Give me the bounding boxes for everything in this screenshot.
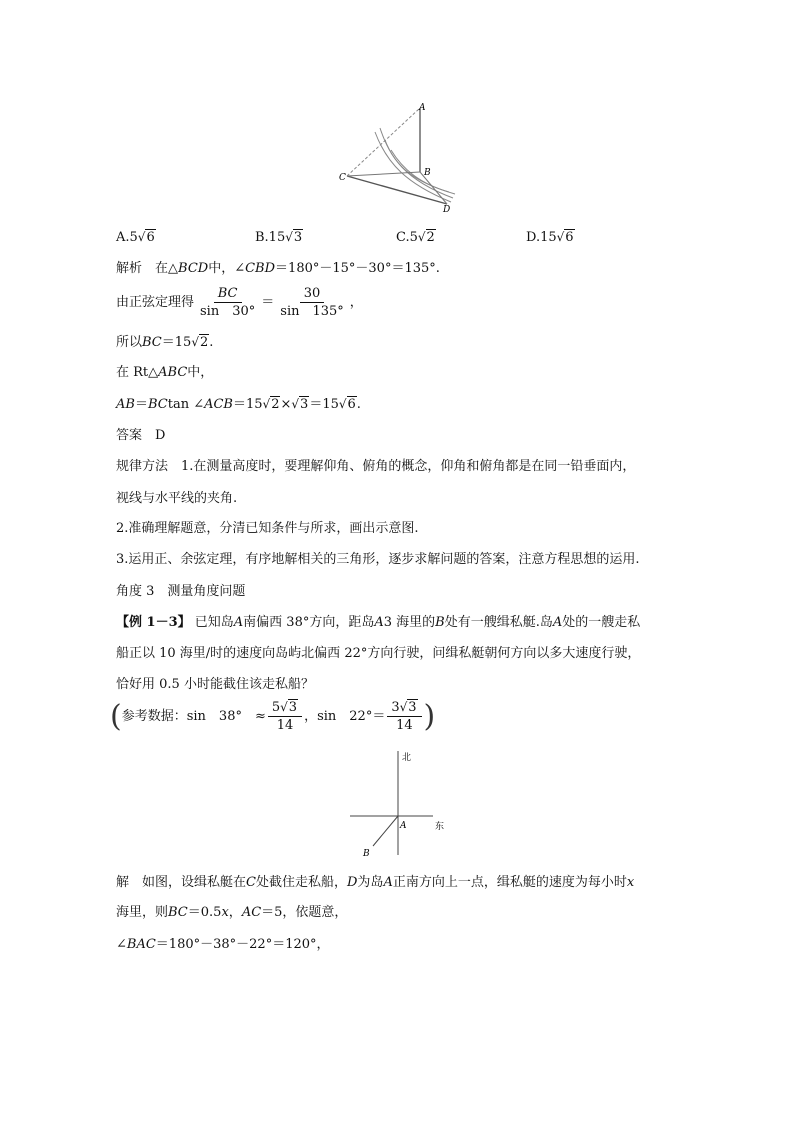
fraction-30-sin135: $\frac{30}{\sin 135^\circ}$ bbox=[280, 286, 344, 319]
rules-line-1: 规律方法 1.在测量高度时，要理解仰角、俯角的概念，仰角和俯角都是在同一铅垂面内， bbox=[116, 459, 636, 474]
label-b-fig2: B bbox=[363, 849, 370, 859]
analysis-line-5: AB＝BCtan ∠ACB＝15√2×√3＝15√6. bbox=[116, 397, 361, 412]
solution-line-1: 解 如图，设缉私艇在C处截住走私船，D为岛A正南方向上一点，缉私艇的速度为每小时x bbox=[116, 875, 635, 890]
label-a: A bbox=[419, 103, 426, 113]
rules-line-4: 3.运用正、余弦定理，有序地解相关的三角形，逐步求解问题的答案，注意方程思想的运用. bbox=[116, 552, 640, 567]
analysis-line-4: 在 Rt△ABC中， bbox=[116, 365, 214, 380]
label-b: B bbox=[424, 168, 431, 178]
label-a-fig2: A bbox=[400, 821, 407, 831]
example-line-1: 【例 1－3】 已知岛A南偏西 38°方向，距岛A3 海里的B处有一艘缉私艇.岛A处的一艘走私 bbox=[116, 615, 641, 630]
example-tag: 【例 1－3】 bbox=[116, 615, 191, 630]
analysis-line-1: 解析 在△BCD中，∠CBD＝180°－15°－30°＝135°. bbox=[116, 261, 440, 276]
triangle-figure bbox=[335, 98, 465, 216]
option-a: A.5√6 bbox=[116, 230, 155, 245]
reference-data: ( 参考数据：sin 38° ≈ $\frac{5√3}{14}$ ，sin 22°＝ $\frac{3√3}{14}$ ) bbox=[110, 698, 436, 734]
fraction-bc-sin30: $\frac{BC}{\sin 30^\circ}$ bbox=[200, 286, 256, 319]
fraction-3root3-14: $\frac{3√3}{14}$ bbox=[387, 700, 421, 733]
option-c: C.5√2 bbox=[396, 230, 435, 245]
analysis-line-2: 由正弦定理得 $\frac{BC}{\sin 30^\circ}$ ＝ $\frac{30}{\sin 135^\circ}$ ， bbox=[116, 286, 363, 319]
label-c: C bbox=[339, 173, 346, 183]
analysis-line-3: 所以BC＝15√2. bbox=[116, 335, 214, 350]
label-east: 东 bbox=[435, 822, 445, 832]
option-d: D.15√6 bbox=[526, 230, 574, 245]
solution-line-2: 海里，则BC＝0.5x，AC＝5，依题意， bbox=[116, 905, 348, 920]
rules-line-3: 2.准确理解题意，分清已知条件与所求，画出示意图. bbox=[116, 521, 419, 536]
solution-line-3: ∠BAC＝180°－38°－22°＝120°， bbox=[116, 937, 330, 952]
section-title: 角度 3 测量角度问题 bbox=[116, 584, 246, 599]
option-b: B.15√3 bbox=[255, 230, 303, 245]
example-line-3: 恰好用 0.5 小时能截住该走私船？ bbox=[116, 677, 314, 692]
fraction-5root3-14: $\frac{5√3}{14}$ bbox=[268, 700, 302, 733]
rules-line-2: 视线与水平线的夹角. bbox=[116, 491, 238, 506]
label-d: D bbox=[443, 205, 451, 215]
answer-line: 答案 D bbox=[116, 428, 166, 443]
compass-figure bbox=[345, 748, 455, 860]
example-line-2: 船正以 10 海里/时的速度向岛屿北偏西 22°方向行驶，问缉私艇朝何方向以多大速度行驶， bbox=[116, 646, 641, 661]
label-north: 北 bbox=[402, 753, 412, 763]
